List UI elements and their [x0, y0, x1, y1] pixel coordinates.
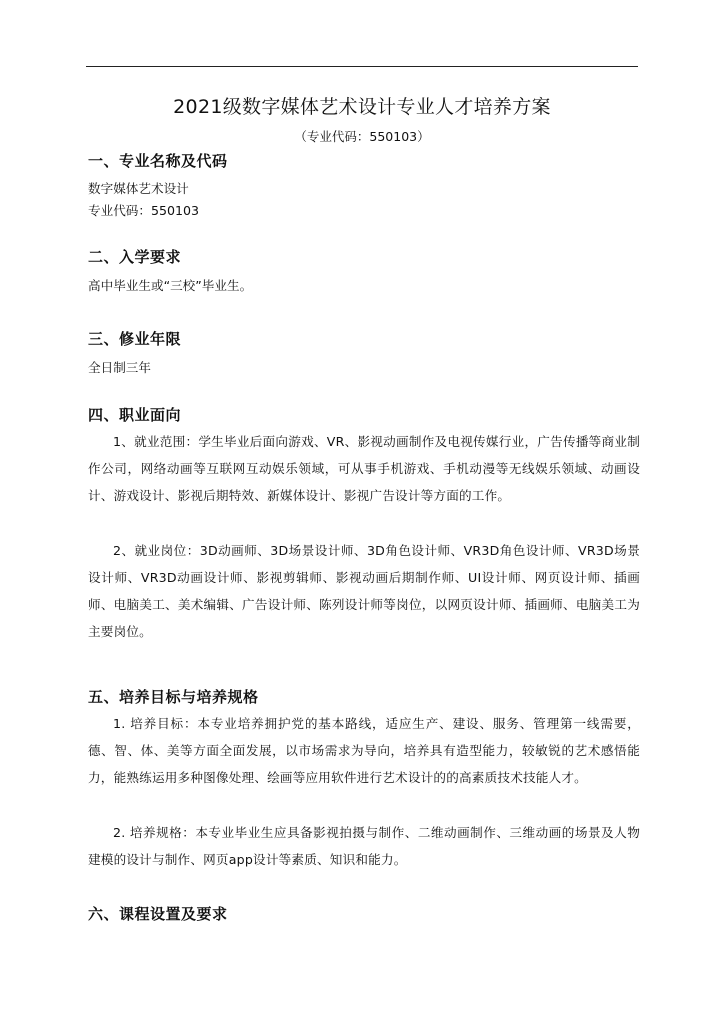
section-heading-6: 六、课程设置及要求 [88, 905, 228, 923]
section-heading-1: 一、专业名称及代码 [88, 152, 228, 170]
section-heading-3: 三、修业年限 [88, 330, 182, 348]
section-3-line-1: 全日制三年 [88, 360, 151, 375]
section-2-line-1: 高中毕业生或“三校”毕业生。 [88, 278, 253, 293]
document-title: 2021级数字媒体艺术设计专业人才培养方案 [173, 96, 551, 118]
section-5-paragraph-2: 2. 培养规格：本专业毕业生应具备影视拍摄与制作、二维动画制作、三维动画的场景及人物建模的设计与制作、网页app设计等素质、知识和能力。 [88, 825, 640, 867]
section-1-line-2: 专业代码：550103 [88, 203, 200, 218]
document-subtitle: （专业代码：550103） [294, 129, 430, 144]
section-5-paragraph-1: 1. 培养目标：本专业培养拥护党的基本路线，适应生产、建设、服务、管理第一线需要，德、智、体、美等方面全面发展，以市场需求为导向，培养具有造型能力，较敏锐的艺术感悟能力，能熟练运用多种图像处理、绘画等应用软件进行艺术设计的的高素质技术技能人才。 [88, 716, 640, 785]
section-heading-4: 四、职业面向 [88, 406, 182, 424]
section-4-paragraph-2: 2、就业岗位：3D动画师、3D场景设计师、3D角色设计师、VR3D角色设计师、VR3D场景设计师、VR3D动画设计师、影视剪辑师、影视动画后期制作师、UI设计师、网页设计师、插画师、电脑美工、美术编辑、广告设计师、陈列设计师等岗位，以网页设计师、插画师、电脑美工为主要岗位。 [88, 543, 640, 639]
section-heading-5: 五、培养目标与培养规格 [88, 688, 259, 706]
section-4-paragraph-1: 1、就业范围：学生毕业后面向游戏、VR、影视动画制作及电视传媒行业，广告传播等商业制作公司，网络动画等互联网互动娱乐领域，可从事手机游戏、手机动漫等无线娱乐领域、动画设计、游戏设计、影视后期特效、新媒体设计、影视广告设计等方面的工作。 [88, 434, 640, 503]
section-heading-2: 二、入学要求 [88, 248, 182, 266]
section-1-line-1: 数字媒体艺术设计 [88, 181, 189, 196]
top-rule [86, 66, 638, 67]
